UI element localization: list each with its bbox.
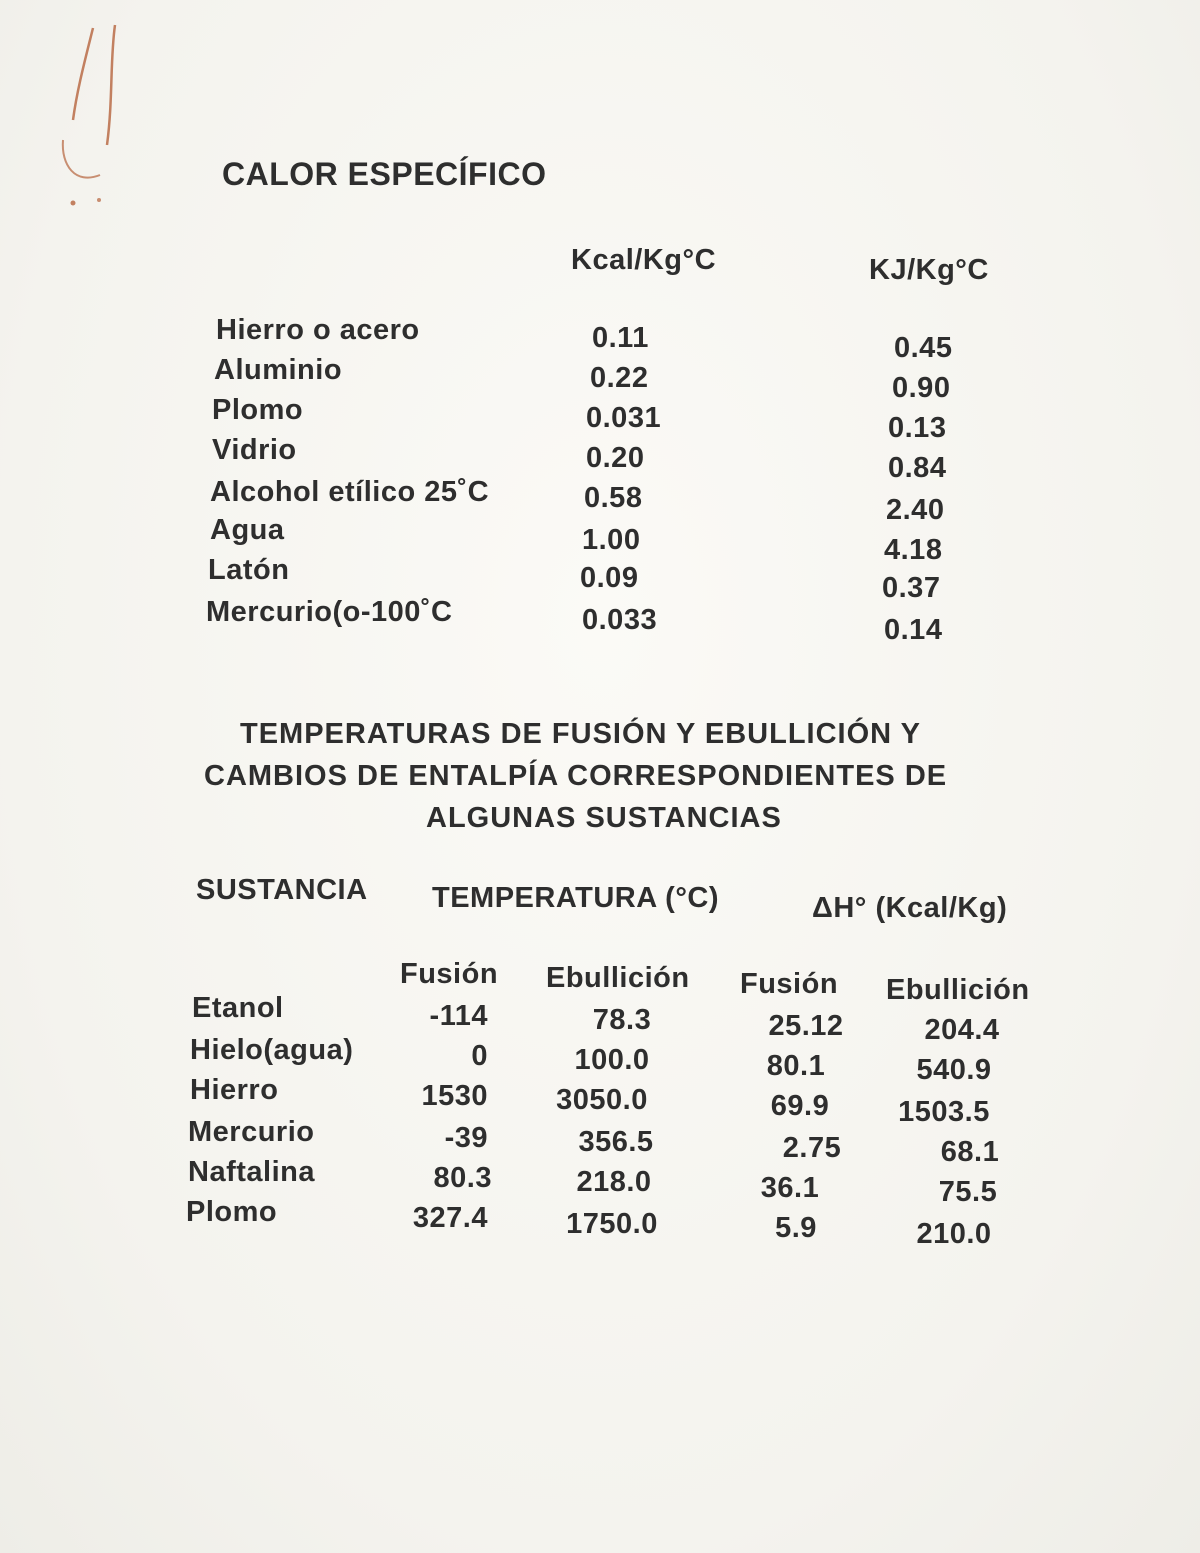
phase-temp-boil: 100.0 — [574, 1044, 650, 1076]
phase-substance-name: Hierro — [190, 1074, 279, 1106]
specific-heat-kj: 4.18 — [884, 534, 943, 566]
subheader-enthalpy-boil: Ebullición — [886, 974, 1030, 1006]
header-temperature: TEMPERATURA (°C) — [432, 882, 720, 914]
unit-kcal-header: Kcal/Kg°C — [571, 244, 717, 276]
phase-change-title-line2: CAMBIOS DE ENTALPÍA CORRESPONDIENTES DE — [204, 760, 948, 792]
subheader-enthalpy-fusion: Fusión — [740, 968, 839, 1000]
phase-enthalpy-boil: 204.4 — [924, 1014, 1000, 1046]
specific-heat-kcal: 0.20 — [586, 442, 645, 474]
phase-enthalpy-boil: 68.1 — [940, 1136, 1000, 1168]
specific-heat-kcal: 1.00 — [582, 524, 641, 556]
phase-change-title-line3: ALGUNAS SUSTANCIAS — [426, 802, 782, 834]
specific-heat-kcal: 0.033 — [582, 604, 658, 636]
specific-heat-kcal: 0.58 — [584, 482, 643, 514]
specific-heat-kj: 2.40 — [886, 494, 945, 526]
specific-heat-kcal: 0.09 — [580, 562, 639, 594]
specific-heat-name: Latón — [208, 554, 290, 586]
phase-temp-fusion: -39 — [444, 1122, 488, 1154]
phase-substance-name: Mercurio — [188, 1116, 315, 1148]
phase-enthalpy-fusion: 5.9 — [775, 1212, 817, 1244]
header-enthalpy: ΔH° (Kcal/Kg) — [812, 892, 1008, 924]
specific-heat-name: Agua — [210, 514, 285, 546]
specific-heat-kj: 0.90 — [892, 372, 951, 404]
specific-heat-name: Mercurio(o-100˚C — [206, 596, 453, 628]
subheader-temp-fusion: Fusión — [400, 958, 499, 990]
specific-heat-kcal: 0.11 — [592, 322, 649, 354]
unit-kj-header: KJ/Kg°C — [869, 254, 989, 286]
phase-substance-name: Hielo(agua) — [190, 1034, 354, 1066]
specific-heat-kj: 0.84 — [888, 452, 947, 484]
phase-enthalpy-boil: 1503.5 — [898, 1096, 990, 1128]
specific-heat-title: CALOR ESPECÍFICO — [222, 156, 547, 192]
phase-temp-fusion: 1530 — [421, 1080, 488, 1112]
phase-enthalpy-fusion: 2.75 — [782, 1132, 842, 1164]
phase-substance-name: Naftalina — [188, 1156, 315, 1188]
specific-heat-name: Plomo — [212, 394, 304, 426]
phase-substance-name: Plomo — [186, 1196, 278, 1228]
specific-heat-kcal: 0.031 — [586, 402, 662, 434]
phase-temp-boil: 218.0 — [576, 1166, 652, 1198]
specific-heat-kj: 0.14 — [884, 614, 943, 646]
phase-temp-boil: 356.5 — [578, 1126, 654, 1158]
subheader-temp-boil: Ebullición — [546, 962, 690, 994]
specific-heat-name: Hierro o acero — [216, 314, 420, 346]
phase-enthalpy-boil: 540.9 — [916, 1054, 992, 1086]
phase-temp-boil: 1750.0 — [566, 1208, 658, 1240]
phase-enthalpy-boil: 210.0 — [916, 1218, 992, 1250]
phase-temp-fusion: 0 — [471, 1040, 488, 1072]
specific-heat-kj: 0.37 — [882, 572, 941, 604]
phase-substance-name: Etanol — [192, 992, 284, 1024]
phase-enthalpy-fusion: 25.12 — [768, 1010, 844, 1042]
specific-heat-name: Aluminio — [214, 354, 343, 386]
phase-temp-fusion: -114 — [429, 1000, 488, 1032]
specific-heat-kcal: 0.22 — [590, 362, 649, 394]
phase-temp-fusion: 80.3 — [433, 1162, 492, 1194]
specific-heat-kj: 0.13 — [888, 412, 947, 444]
phase-change-title-line1: TEMPERATURAS DE FUSIÓN Y EBULLICIÓN Y — [240, 718, 921, 750]
header-substance: SUSTANCIA — [196, 874, 368, 906]
phase-temp-fusion: 327.4 — [412, 1202, 488, 1234]
phase-enthalpy-boil: 75.5 — [938, 1176, 998, 1208]
phase-enthalpy-fusion: 80.1 — [766, 1050, 826, 1082]
specific-heat-name: Vidrio — [212, 434, 297, 466]
phase-temp-boil: 3050.0 — [556, 1084, 648, 1116]
specific-heat-kj: 0.45 — [894, 332, 953, 364]
paperclip-stain-icon — [55, 20, 125, 230]
phase-temp-boil: 78.3 — [592, 1004, 652, 1036]
phase-enthalpy-fusion: 69.9 — [770, 1090, 830, 1122]
specific-heat-name: Alcohol etílico 25˚C — [210, 476, 490, 508]
phase-enthalpy-fusion: 36.1 — [760, 1172, 820, 1204]
